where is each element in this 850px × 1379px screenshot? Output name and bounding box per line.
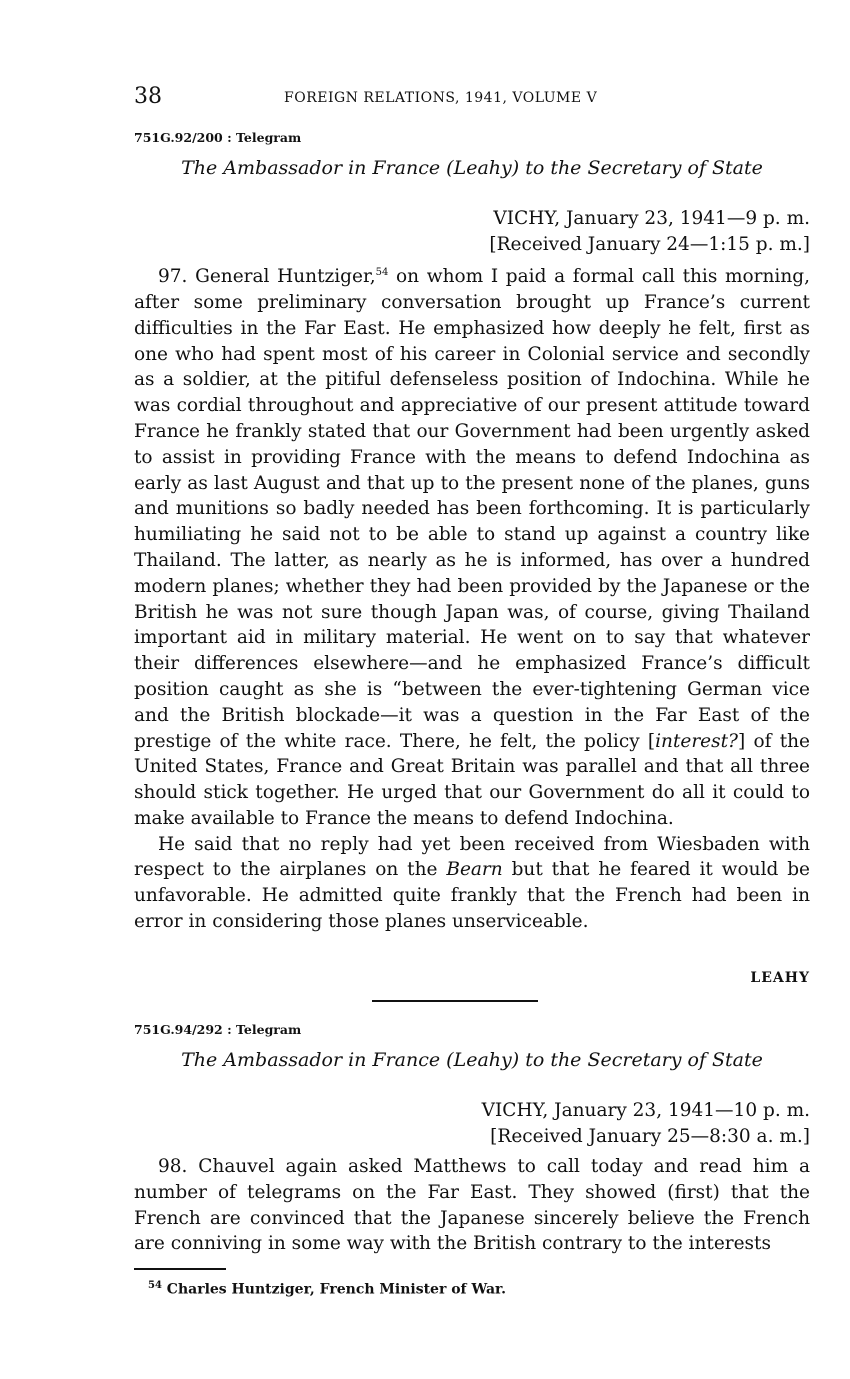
paragraph-followup [134, 832, 810, 935]
italic-text: Bearn [446, 859, 503, 881]
document-body-1 [134, 260, 810, 935]
paragraph-text: on whom I paid a formal call this morning, after some preliminary conversation brought up France’s current difficulties in the Far East. He emphasized how deeply he felt, first as one who had spent most of his career in Colonial service and secondly as a soldier, at the pitiful defenseless position of Indochina. While he was cordial throughout and appreciative of our present attitude toward France he frankly stated that our Government had been urgently asked to assist in providing France with the means to defend Indochina as early as last August and that up to the present none of the planes, guns and munitions so badly needed has been forthcoming. It is particularly humiliating he said not to be able to stand up against a country like Thailand. The latter, as nearly as he is informed, has over a hundred modern planes; whether they had been provided by the Japanese or the British he was not sure though Japan was, of course, giving Thailand important aid in military material. He went on to say that whatever their differences elsewhere—and he emphasized France’s difficult position caught as she is “between the ever-tightening German vice and the British blockade—it was a question in the Far East of the prestige of the white race. There, he felt, the policy [ [134, 266, 810, 752]
dateline-received-2: [Received January 25—8:30 a. m.] [490, 1126, 810, 1147]
paragraph-98: 98. Chauvel again asked Matthews to call today and read him a number of telegrams on the Far East. They showed (first) that the French are convinced that the Japanese sincerely believe the French are conniving in some way with the British contrary to the interests [134, 1156, 810, 1255]
footnote-marker: 54 [375, 267, 389, 278]
footnote [148, 1280, 506, 1298]
paragraph-text: 97. General Huntziger, [158, 266, 376, 288]
dateline-received-1: [Received January 24—1:15 p. m.] [489, 234, 810, 255]
section-separator [372, 1000, 538, 1002]
paragraph-97 [134, 260, 810, 832]
page-number: 38 [134, 84, 162, 109]
paragraph-text: He said that no reply had yet been received from Wiesbaden with respect to the airplanes on the [134, 833, 810, 881]
file-reference-2: 751G.94/292 : Telegram [134, 1022, 302, 1037]
page-header [134, 84, 810, 114]
file-reference-1: 751G.92/200 : Telegram [134, 130, 302, 145]
dateline-1 [489, 206, 810, 258]
italic-text: interest? [655, 730, 738, 752]
footnote-number: 54 [148, 1280, 162, 1291]
signature-1: LEAHY [750, 970, 810, 986]
paragraph-text: but that he feared it would be unfavorable. He admitted quite frankly that the French had been in error in considering those planes unserviceable. [134, 859, 811, 933]
document-title-2: The Ambassador in France (Leahy) to the Secretary of State [181, 1049, 763, 1071]
dateline-sent-1: VICHY, January 23, 1941—9 p. m. [493, 208, 810, 229]
footnote-text: Charles Huntziger, French Minister of War. [161, 1281, 506, 1298]
dateline-sent-2: VICHY, January 23, 1941—10 p. m. [481, 1100, 810, 1121]
dateline-2 [482, 1098, 810, 1150]
footnote-rule [134, 1268, 226, 1270]
document-body-2 [134, 1154, 810, 1257]
paragraph-text: ] of the United States, France and Great Britain was parallel and that all three should stick together. He urged that our Government do all it could to make available to France the means to defend Indochina. [134, 730, 810, 829]
document-title-1: The Ambassador in France (Leahy) to the Secretary of State [181, 157, 763, 179]
running-head: FOREIGN RELATIONS, 1941, VOLUME V [284, 90, 598, 106]
